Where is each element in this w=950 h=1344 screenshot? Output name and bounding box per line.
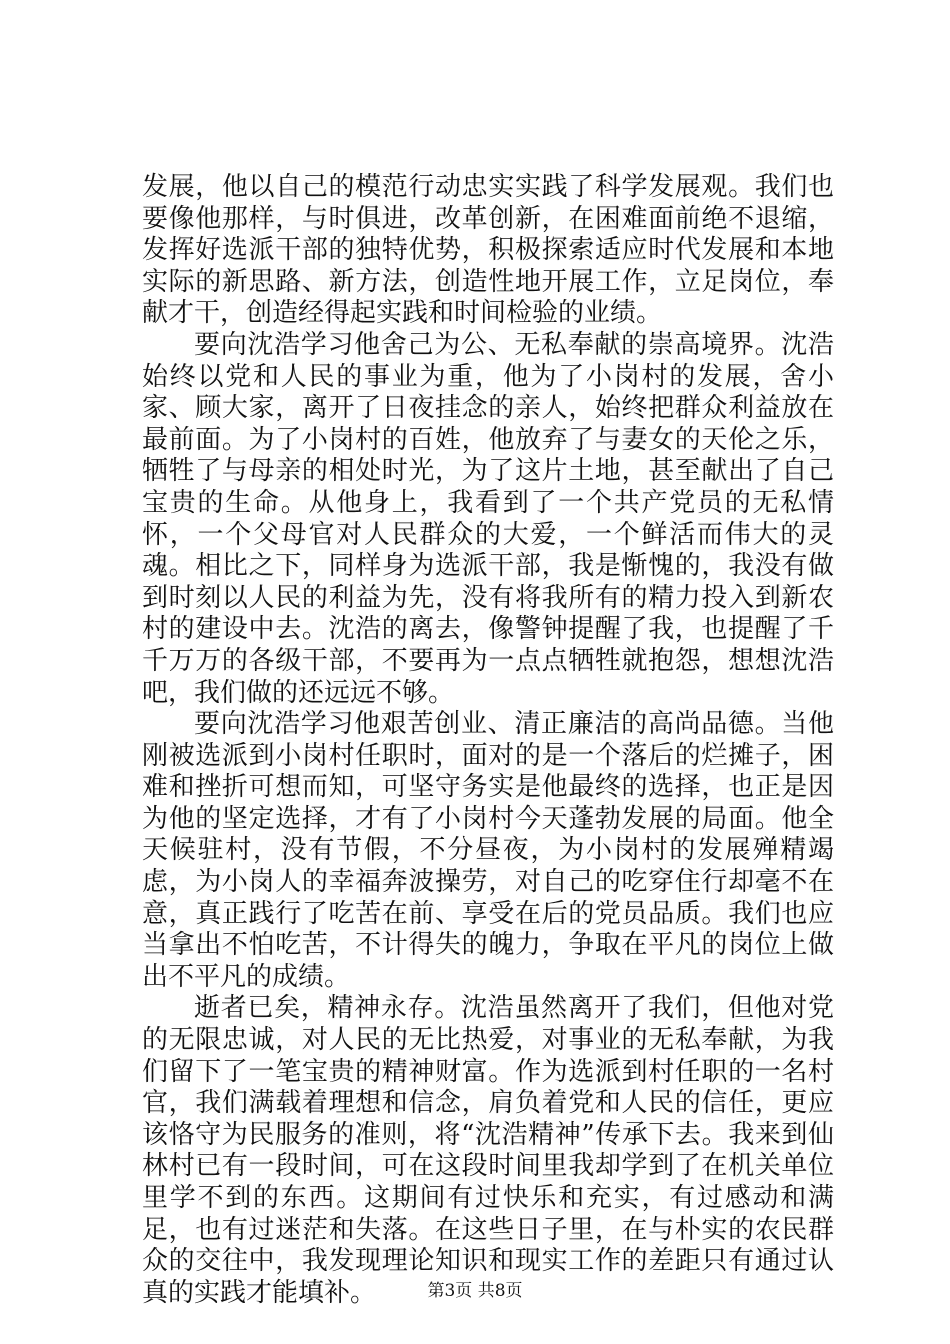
page-number-footer: 第3页 共8页 [427,1281,523,1301]
paragraph-selfless-dedication: 要向沈浩学习他舍己为公、无私奉献的崇高境界。沈浩始终以党和人民的事业为重，他为了小岗村的发展，舍小家、顾大家，离开了日夜挂念的亲人，始终把群众利益放在最前面。为了小岗村的百姓，他放弃了与妻女的天伦之乐，牺牲了与母亲的相处时光，为了这片土地，甚至献出了自己宝贵的生命。从他身上，我看到了一个共产党员的无私情怀，一个父母官对人民群众的大爱，一个鲜活而伟大的灵魂。相比之下，同样身为选派干部，我是惭愧的，我没有做到时刻以人民的利益为先，没有将我所有的精力投入到新农村的建设中去。沈浩的离去，像警钟提醒了我，也提醒了千千万万的各级干部，不要再为一点点牺牲就抱怨，想想沈浩吧，我们做的还远远不够。 [142,329,834,708]
paragraph-spirit-lives-on: 逝者已矣，精神永存。沈浩虽然离开了我们，但他对党的无限忠诚，对人民的无比热爱，对事业的无私奉献，为我们留下了一笔宝贵的精神财富。作为选派到村任职的一名村官，我们满载着理想和信念，肩负着党和人民的信任，更应该恪守为民服务的准则，将“沈浩精神”传承下去。我来到仙林村已有一段时间，可在这段时间里我却学到了在机关单位里学不到的东西。这期间有过快乐和充实，有过感动和满足，也有过迷茫和失落。在这些日子里，在与朴实的农民群众的交往中，我发现理论知识和现实工作的差距只有通过认真的实践才能填补。 [142,993,834,1308]
paragraph-hard-work-integrity: 要向沈浩学习他艰苦创业、清正廉洁的高尚品德。当他刚被选派到小岗村任职时，面对的是一个落后的烂摊子，困难和挫折可想而知，可坚守务实是他最终的选择，也正是因为他的坚定选择，才有了小岗村今天蓬勃发展的局面。他全天候驻村，没有节假，不分昼夜，为小岗村的发展殚精竭虑，为小岗人的幸福奔波操劳，对自己的吃穿住行却毫不在意，真正践行了吃苦在前、享受在后的党员品质。我们也应当拿出不怕吃苦，不计得失的魄力，争取在平凡的岗位上做出不平凡的成绩。 [142,709,834,992]
document-body [142,172,834,1309]
paragraph-continuation: 发展，他以自己的模范行动忠实实践了科学发展观。我们也要像他那样，与时俱进，改革创新，在困难面前绝不退缩，发挥好选派干部的独特优势，积极探索适应时代发展和本地实际的新思路、新方法，创造性地开展工作，立足岗位，奉献才干，创造经得起实践和时间检验的业绩。 [142,172,834,329]
